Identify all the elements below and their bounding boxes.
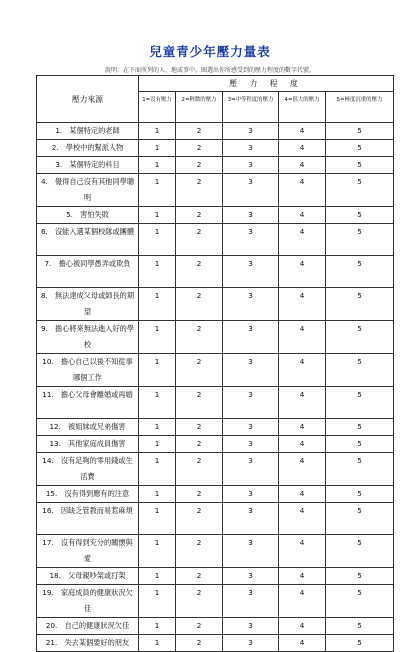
rating-option[interactable]: 5 [326,174,394,207]
rating-option[interactable]: 1 [139,321,176,354]
rating-option[interactable]: 1 [139,256,176,288]
table-row [37,256,394,288]
stress-item-label: 15. 沒有得到應有的注意 [37,486,139,503]
table-row [37,387,394,419]
rating-option[interactable]: 3 [223,256,279,288]
rating-option[interactable]: 4 [279,436,326,453]
rating-option[interactable]: 4 [279,224,326,256]
rating-option[interactable]: 3 [223,157,279,174]
rating-option[interactable]: 5 [326,207,394,224]
rating-option[interactable]: 3 [223,387,279,419]
rating-option[interactable]: 1 [139,453,176,486]
stress-scale-table [36,75,394,652]
rating-option[interactable]: 4 [279,453,326,486]
table-row [37,535,394,568]
stress-item-label: 17. 沒有得到充分的關懷與愛 [37,535,139,568]
stress-items [37,123,394,652]
rating-option[interactable]: 4 [279,568,326,585]
rating-option[interactable]: 5 [326,568,394,585]
rating-option[interactable]: 2 [176,618,223,635]
rating-option[interactable]: 5 [326,354,394,387]
rating-option[interactable]: 5 [326,436,394,453]
rating-option[interactable]: 3 [223,486,279,503]
rating-option[interactable]: 2 [176,535,223,568]
stress-item-label: 8. 無法達成父母或師長的期望 [37,288,139,321]
rating-option[interactable]: 1 [139,123,176,140]
table-row [37,354,394,387]
scale-header: 5=極度沉重的壓力 [326,92,394,123]
rating-option[interactable]: 1 [139,535,176,568]
rating-option[interactable]: 5 [326,321,394,354]
rating-option[interactable]: 2 [176,321,223,354]
rating-option[interactable]: 1 [139,140,176,157]
rating-option[interactable]: 4 [279,174,326,207]
table-row [37,140,394,157]
rating-option[interactable]: 4 [279,288,326,321]
rating-option[interactable]: 5 [326,503,394,535]
scale-header: 3=中等程度的壓力 [223,92,279,123]
rating-option[interactable]: 2 [176,123,223,140]
stress-item-label: 20. 自己的健康狀況欠佳 [37,618,139,635]
rating-option[interactable]: 3 [223,419,279,436]
rating-option[interactable]: 5 [326,419,394,436]
rating-option[interactable]: 5 [326,618,394,635]
rating-option[interactable]: 1 [139,207,176,224]
rating-option[interactable]: 3 [223,453,279,486]
stress-item-label: 16. 因缺乏管教而易惹麻煩 [37,503,139,535]
rating-option[interactable]: 1 [139,585,176,618]
rating-option[interactable]: 3 [223,174,279,207]
stress-item-label: 6. 沒能入選某個校隊或團體 [37,224,139,256]
table-row [37,207,394,224]
rating-option[interactable]: 5 [326,387,394,419]
rating-option[interactable]: 4 [279,535,326,568]
table-row [37,503,394,535]
rating-option[interactable]: 1 [139,387,176,419]
rating-option[interactable]: 3 [223,585,279,618]
stress-item-label: 5. 害怕失敗 [37,207,139,224]
table-row [37,486,394,503]
rating-option[interactable]: 2 [176,174,223,207]
rating-option[interactable]: 3 [223,288,279,321]
stress-item-label: 21. 失去某個要好的朋友 [37,635,139,652]
scale-header: 2=輕微的壓力 [176,92,223,123]
stress-degree-header: 壓 力 程 度 [139,76,394,92]
rating-option[interactable]: 4 [279,321,326,354]
rating-option[interactable]: 4 [279,503,326,535]
rating-option[interactable]: 2 [176,436,223,453]
rating-option[interactable]: 2 [176,453,223,486]
rating-option[interactable]: 2 [176,207,223,224]
stress-item-label: 9. 擔心將來無法進入好的學校 [37,321,139,354]
stress-item-label: 7. 擔心被同學愚弄或欺負 [37,256,139,288]
rating-option[interactable]: 5 [326,123,394,140]
rating-option[interactable]: 3 [223,568,279,585]
table-row [37,123,394,140]
rating-option[interactable]: 1 [139,224,176,256]
stress-item-label: 18. 父母親吵架或打架 [37,568,139,585]
rating-option[interactable]: 5 [326,585,394,618]
rating-option[interactable]: 5 [326,535,394,568]
rating-option[interactable]: 3 [223,224,279,256]
rating-option[interactable]: 2 [176,387,223,419]
rating-option[interactable]: 2 [176,635,223,652]
stress-item-label: 11. 擔心父母會離婚或再婚 [37,387,139,419]
rating-option[interactable]: 3 [223,123,279,140]
rating-option[interactable]: 3 [223,535,279,568]
rating-option[interactable]: 2 [176,419,223,436]
stress-source-header: 壓力來源 [37,76,139,123]
rating-option[interactable]: 3 [223,354,279,387]
table-row [37,436,394,453]
rating-option[interactable]: 1 [139,618,176,635]
rating-option[interactable]: 3 [223,618,279,635]
rating-option[interactable]: 2 [176,157,223,174]
rating-option[interactable]: 2 [176,585,223,618]
rating-option[interactable]: 2 [176,140,223,157]
rating-option[interactable]: 4 [279,140,326,157]
table-row [37,224,394,256]
scale-header: 1=沒有壓力 [139,92,176,123]
table-row [37,174,394,207]
stress-item-label: 1. 某個特定的老師 [37,123,139,140]
rating-option[interactable]: 1 [139,354,176,387]
rating-option[interactable]: 4 [279,387,326,419]
rating-option[interactable]: 4 [279,354,326,387]
rating-option[interactable]: 4 [279,635,326,652]
rating-option[interactable]: 2 [176,503,223,535]
rating-option[interactable]: 4 [279,486,326,503]
stress-item-label: 10. 擔心自己以後不知從事哪個工作 [37,354,139,387]
rating-option[interactable]: 2 [176,256,223,288]
rating-option[interactable]: 1 [139,486,176,503]
rating-option[interactable]: 5 [326,256,394,288]
rating-option[interactable]: 1 [139,288,176,321]
rating-option[interactable]: 1 [139,157,176,174]
instructions: 說明：在下面所列的人、地或事中，圈選出你所感受到的壓力程度的數字代號。 [104,67,315,74]
stress-item-label: 13. 其他家庭成員傷害 [37,436,139,453]
stress-item-label: 2. 學校中的幫派人物 [37,140,139,157]
rating-option[interactable]: 1 [139,503,176,535]
rating-option[interactable]: 3 [223,321,279,354]
stress-item-label: 3. 某個特定的科目 [37,157,139,174]
page-title: 兒童青少年壓力量表 [149,44,271,59]
rating-option[interactable]: 1 [139,635,176,652]
rating-option[interactable]: 4 [279,123,326,140]
rating-option[interactable]: 5 [326,486,394,503]
rating-option[interactable]: 4 [279,618,326,635]
rating-option[interactable]: 5 [326,140,394,157]
rating-option[interactable]: 5 [326,635,394,652]
stress-item-label: 4. 覺得自己沒有其他同學聰明 [37,174,139,207]
rating-option[interactable]: 2 [176,354,223,387]
stress-item-label: 12. 被姐妹或兄弟傷害 [37,419,139,436]
rating-option[interactable]: 3 [223,436,279,453]
table-row [37,157,394,174]
rating-option[interactable]: 2 [176,568,223,585]
rating-option[interactable]: 2 [176,288,223,321]
rating-option[interactable]: 1 [139,174,176,207]
rating-option[interactable]: 4 [279,585,326,618]
stress-item-label: 19. 家庭成員的健康狀況欠佳 [37,585,139,618]
rating-option[interactable]: 5 [326,288,394,321]
rating-option[interactable]: 3 [223,503,279,535]
rating-option[interactable]: 1 [139,436,176,453]
table-row [37,453,394,486]
table-row [37,568,394,585]
rating-option[interactable]: 4 [279,207,326,224]
table-row [37,635,394,652]
rating-option[interactable]: 5 [326,453,394,486]
rating-option[interactable]: 5 [326,157,394,174]
rating-option[interactable]: 3 [223,140,279,157]
rating-option[interactable]: 4 [279,157,326,174]
table-row [37,618,394,635]
table-row [37,585,394,618]
table-row [37,419,394,436]
rating-option[interactable]: 2 [176,224,223,256]
scale-header: 4=很大的壓力 [279,92,326,123]
rating-option[interactable]: 4 [279,256,326,288]
rating-option[interactable]: 2 [176,486,223,503]
rating-option[interactable]: 3 [223,635,279,652]
table-row [37,321,394,354]
table-row [37,288,394,321]
rating-option[interactable]: 1 [139,568,176,585]
rating-option[interactable]: 5 [326,224,394,256]
stress-item-label: 14. 沒有足夠的零用錢或生活費 [37,453,139,486]
rating-option[interactable]: 4 [279,419,326,436]
rating-option[interactable]: 1 [139,419,176,436]
rating-option[interactable]: 3 [223,207,279,224]
